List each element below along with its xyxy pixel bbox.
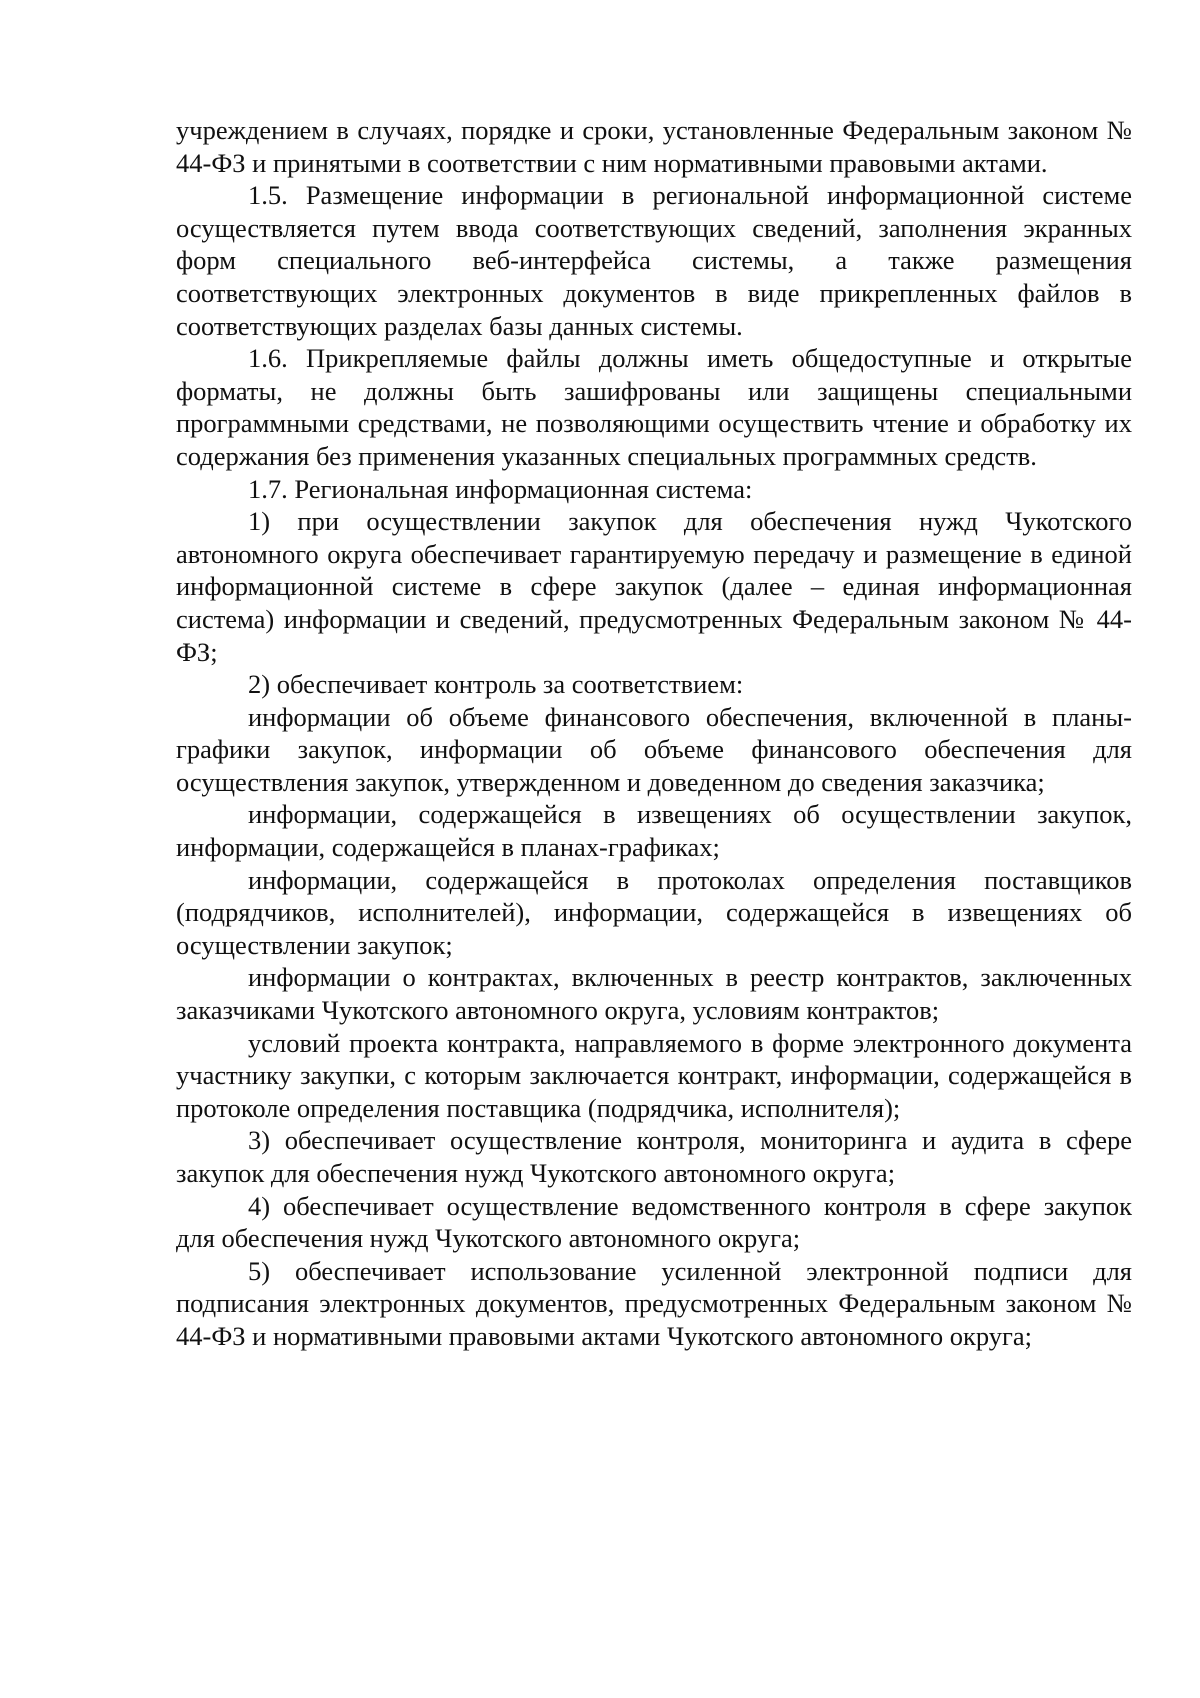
list-item-2-sub-3: информации, содержащейся в протоколах определения поставщиков (подрядчиков, исполнителей), информации, содержащейся в извещениях об осуществлении закупок; <box>176 864 1132 960</box>
list-item-1: 1) при осуществлении закупок для обеспечения нужд Чукотского автономного округа обеспечивает гарантируемую передачу и размещение в единой информационной системе в сфере закупок (далее – единая информационная система) информации и сведений, предусмотренных Федеральным законом № 44-ФЗ; <box>176 506 1132 667</box>
list-item-4: 4) обеспечивает осуществление ведомственного контроля в сфере закупок для обеспечения нужд Чукотского автономного округа; <box>176 1190 1132 1254</box>
document-body <box>176 114 1132 1353</box>
list-item-2-sub-5: условий проекта контракта, направляемого в форме электронного документа участнику закупки, с которым заключается контракт, информации, содержащейся в протоколе определения поставщика (подрядчика, исполнителя); <box>176 1027 1132 1123</box>
paragraph-1-7: 1.7. Региональная информационная система: <box>248 473 753 504</box>
list-item-5: 5) обеспечивает использование усиленной электронной подписи для подписания электронных документов, предусмотренных Федеральным законом № 44-ФЗ и нормативными правовыми актами Чукотского автономного округа; <box>176 1255 1132 1351</box>
paragraph-continuation: учреждением в случаях, порядке и сроки, установленные Федеральным законом № 44-ФЗ и принятыми в соответствии с ним нормативными правовыми актами. <box>176 115 1132 178</box>
list-item-2: 2) обеспечивает контроль за соответствием: <box>248 669 744 700</box>
list-item-2-sub-1: информации об объеме финансового обеспечения, включенной в планы-графики закупок, информации об объеме финансового обеспечения для осуществления закупок, утвержденном и доведенном до сведения заказчика; <box>176 701 1132 797</box>
paragraph-1-5: 1.5. Размещение информации в региональной информационной системе осуществляется путем ввода соответствующих сведений, заполнения экранных форм специального веб-интерфейса системы, а также размещения соответствующих электронных документов в виде прикрепленных файлов в соответствующих разделах базы данных системы. <box>176 180 1132 341</box>
paragraph-1-6: 1.6. Прикрепляемые файлы должны иметь общедоступные и открытые форматы, не должны быть зашифрованы или защищены специальными программными средствами, не позволяющими осуществить чтение и обработку их содержания без применения указанных специальных программных средств. <box>176 343 1132 471</box>
list-item-2-sub-4: информации о контрактах, включенных в реестр контрактов, заключенных заказчиками Чукотского автономного округа, условиям контрактов; <box>176 962 1132 1026</box>
list-item-2-sub-2: информации, содержащейся в извещениях об осуществлении закупок, информации, содержащейся в планах-графиках; <box>176 799 1132 863</box>
list-item-3: 3) обеспечивает осуществление контроля, мониторинга и аудита в сфере закупок для обеспечения нужд Чукотского автономного округа; <box>176 1125 1132 1188</box>
